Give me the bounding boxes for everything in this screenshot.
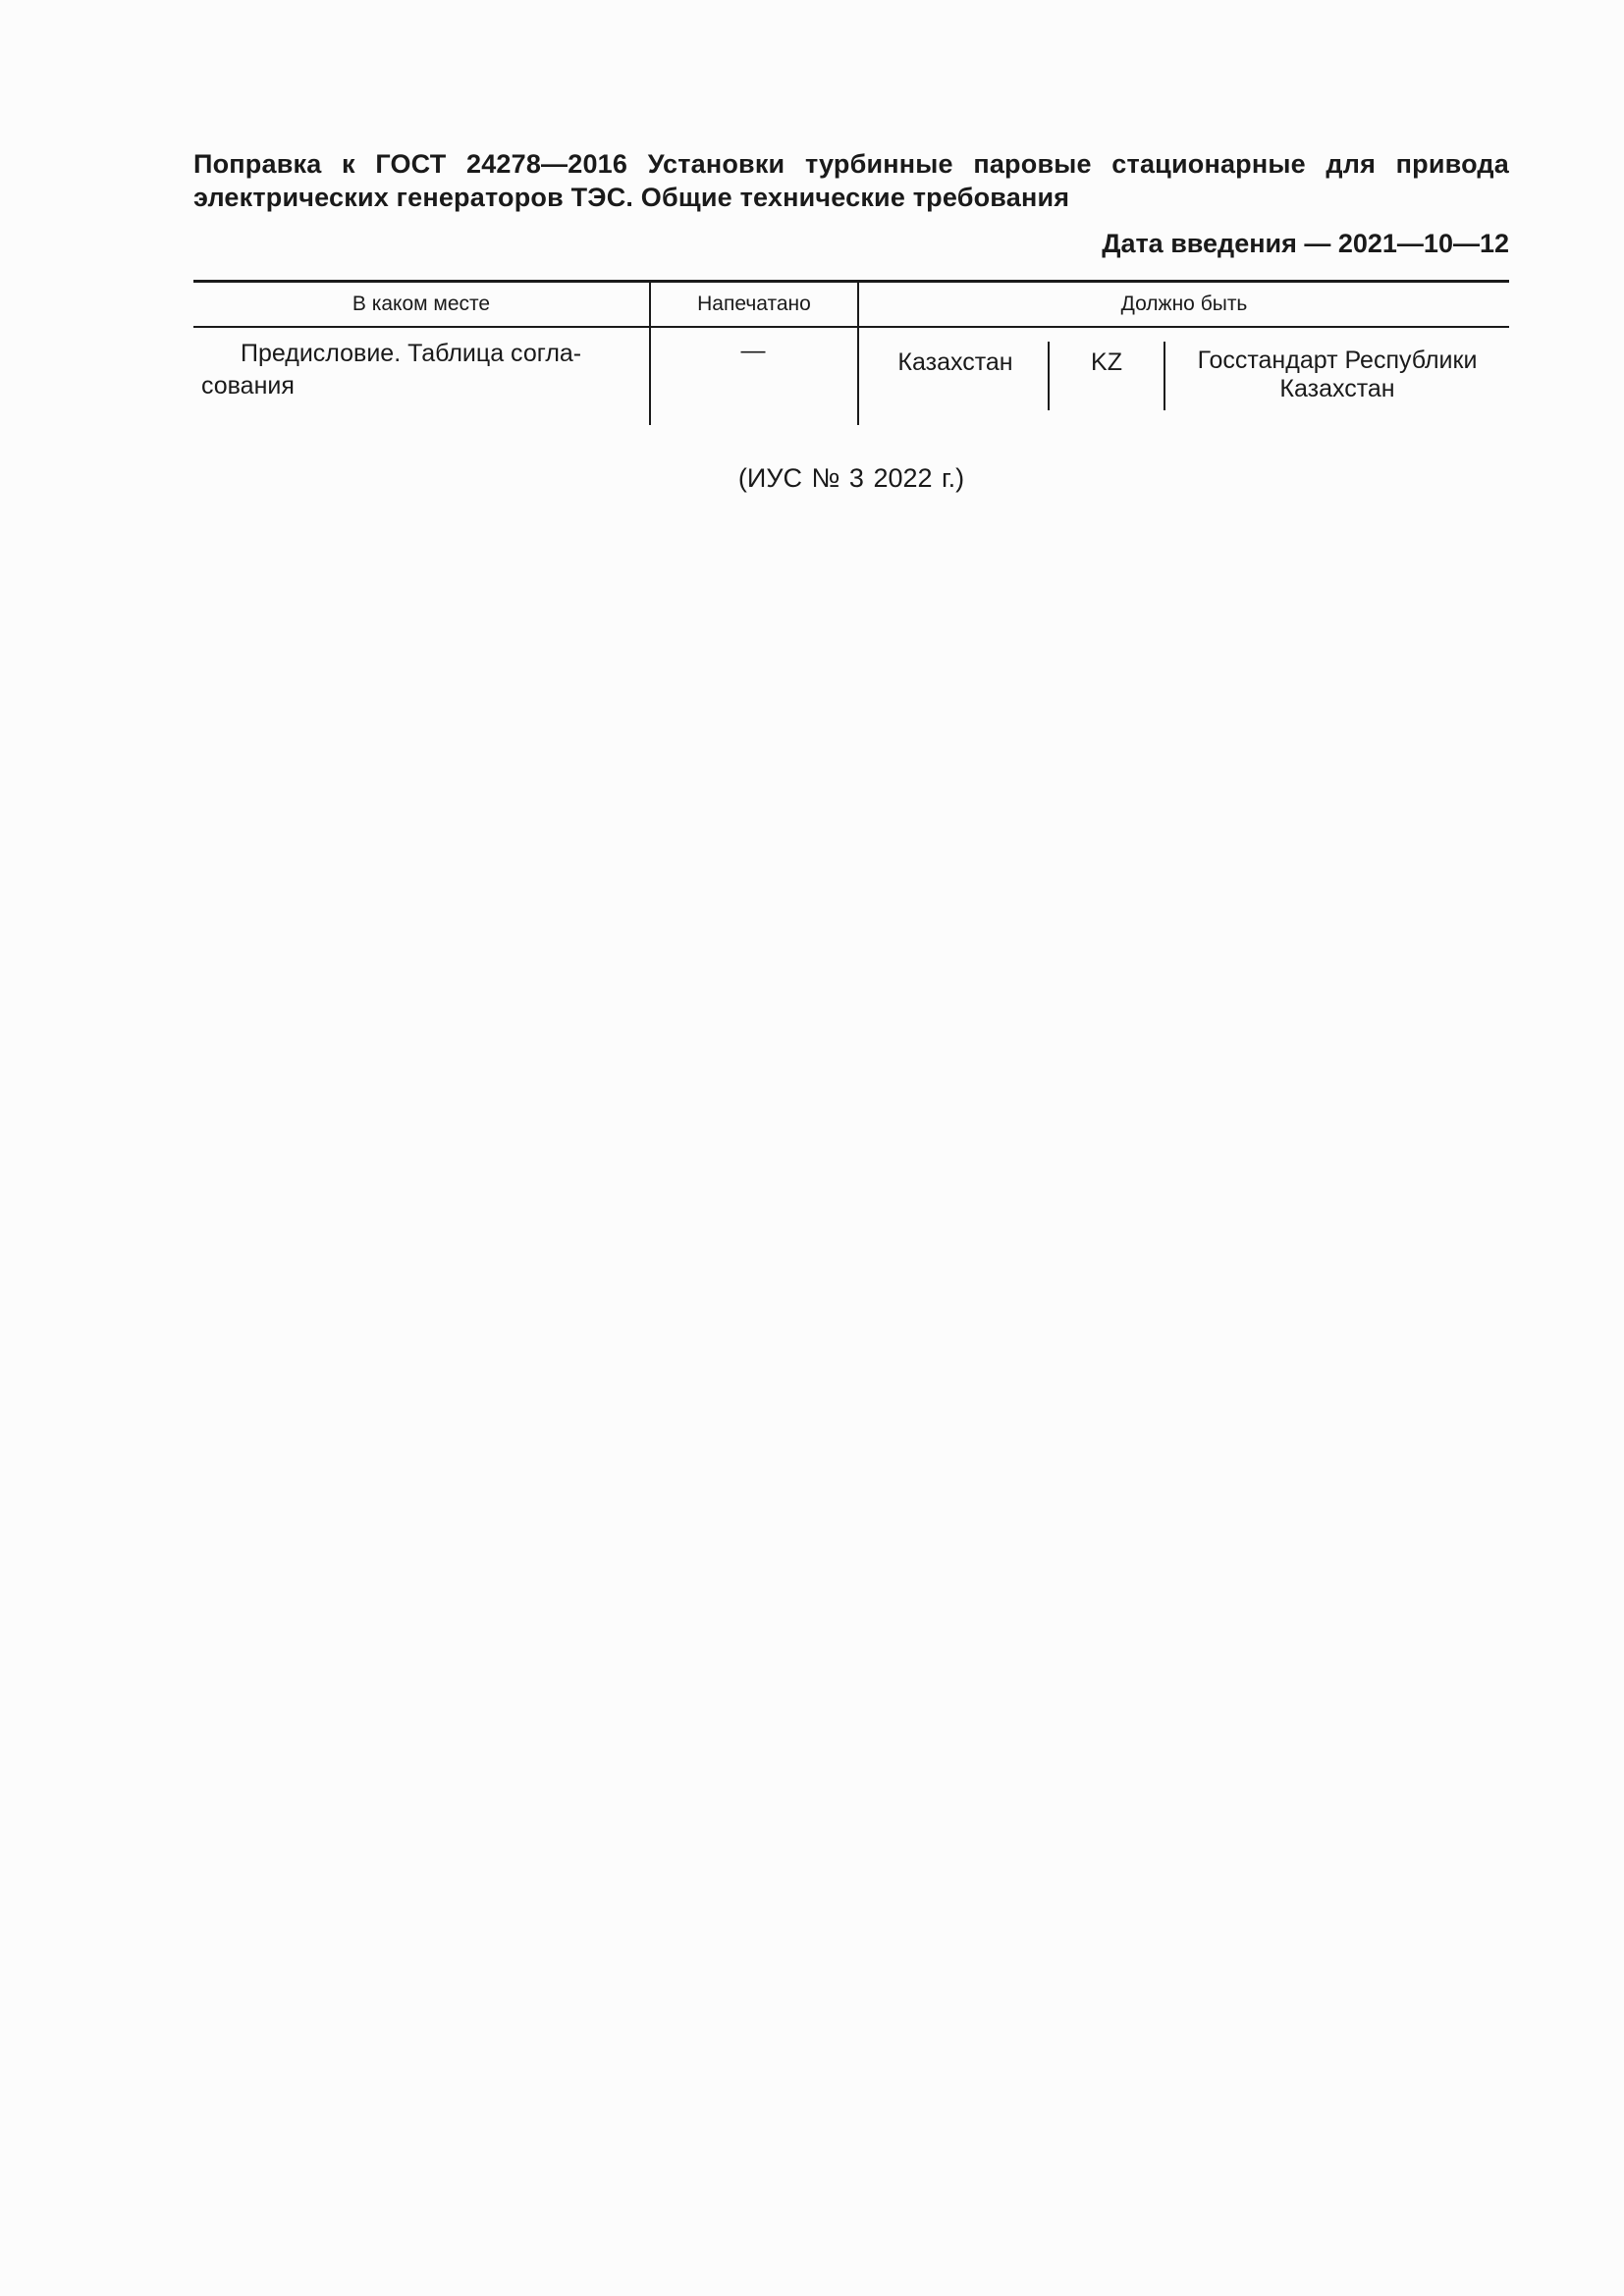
cell-country: Казахстан [897,348,1013,376]
effective-date: Дата введения — 2021—10—12 [1102,229,1509,258]
cell-country-code: KZ [1091,348,1122,376]
header-printed: Напечатано [697,293,811,315]
cell-standards-body: Госстандарт Республики Казахстан [1197,347,1478,402]
cell-place-text: Предисловие. Таблица согла- сования [201,340,582,400]
table-header-rule [193,326,1509,328]
title-line-2: электрических генераторов ТЭС. Общие технические требования [193,183,1070,212]
correction-table [193,280,1509,425]
cell-printed: — [740,337,766,364]
document-title [193,147,1509,214]
title-line-1: Поправка к ГОСТ 24278—2016 Установки турбинные паровые стационарные для привода [193,149,1509,179]
cell-place [201,338,639,402]
document-page [193,147,1509,493]
issue-reference: (ИУС № 3 2022 г.) [737,463,965,493]
header-place: В каком месте [352,293,491,315]
header-should-be: Должно быть [1120,293,1248,315]
